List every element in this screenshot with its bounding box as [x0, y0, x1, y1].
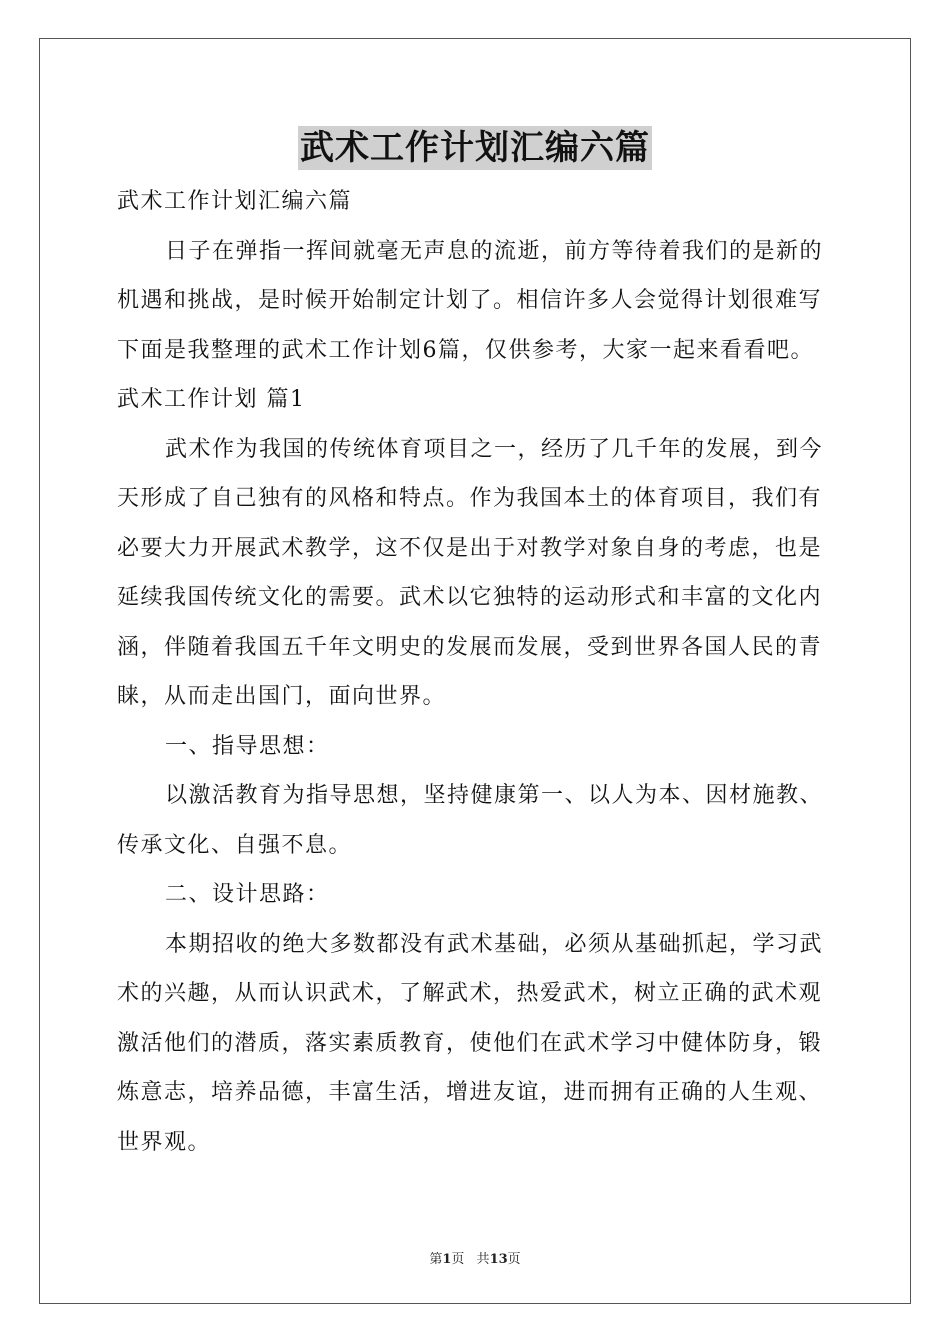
text-line: 日子在弹指一挥间就毫无声息的流逝，前方等待着我们的是新的	[165, 238, 824, 264]
total-prefix: 共	[476, 1252, 490, 1267]
text-line: 二、设计思路：	[165, 882, 330, 907]
page-suffix: 页	[451, 1252, 465, 1267]
text-line: 一、指导思想：	[165, 733, 330, 759]
text-line: 下面是我整理的武术工作计划6篇，仅供参考，大家一起来看看吧。	[117, 337, 814, 363]
text-line: 涵，伴随着我国五千年文明史的发展而发展，受到世界各国人民的青	[117, 634, 823, 660]
text-line: 本期招收的绝大多数都没有武术基础，必须从基础抓起，学习武	[165, 931, 824, 957]
text-line: 传承文化、自强不息。	[117, 832, 353, 858]
page-prefix: 第	[429, 1252, 443, 1267]
page-footer	[0, 1248, 950, 1267]
total-pages: 13	[489, 1252, 508, 1267]
document-title: 武术工作计划汇编六篇	[300, 128, 650, 168]
text-line: 武术作为我国的传统体育项目之一，经历了几千年的发展，到今	[165, 436, 824, 462]
text-line: 以激活教育为指导思想，坚持健康第一、以人为本、因材施教、	[165, 783, 824, 808]
text-line: 武术工作计划汇编六篇	[117, 189, 353, 214]
total-indicator	[477, 1252, 521, 1267]
text-line: 机遇和挑战，是时候开始制定计划了。相信许多人会觉得计划很难写	[117, 288, 823, 313]
text-line: 天形成了自己独有的风格和特点。作为我国本土的体育项目，我们有	[117, 486, 823, 511]
total-suffix: 页	[507, 1252, 521, 1267]
document-body	[117, 177, 833, 1167]
text-line: 世界观。	[117, 1129, 212, 1155]
text-line: 延续我国传统文化的需要。武术以它独特的运动形式和丰富的文化内	[117, 585, 823, 610]
page-number: 1	[442, 1252, 452, 1267]
text-line: 必要大力开展武术教学，这不仅是出于对教学对象自身的考虑，也是	[117, 535, 823, 561]
title-container	[0, 126, 950, 170]
page-indicator	[429, 1252, 464, 1267]
text-line: 睐，从而走出国门，面向世界。	[117, 684, 447, 709]
text-line: 术的兴趣，从而认识武术，了解武术，热爱武术，树立正确的武术观	[117, 981, 823, 1006]
text-line: 激活他们的潜质，落实素质教育，使他们在武术学习中健体防身，锻	[117, 1030, 823, 1056]
text-line: 炼意志，培养品德，丰富生活，增进友谊，进而拥有正确的人生观、	[117, 1080, 823, 1105]
text-line: 武术工作计划 篇1	[117, 387, 306, 412]
